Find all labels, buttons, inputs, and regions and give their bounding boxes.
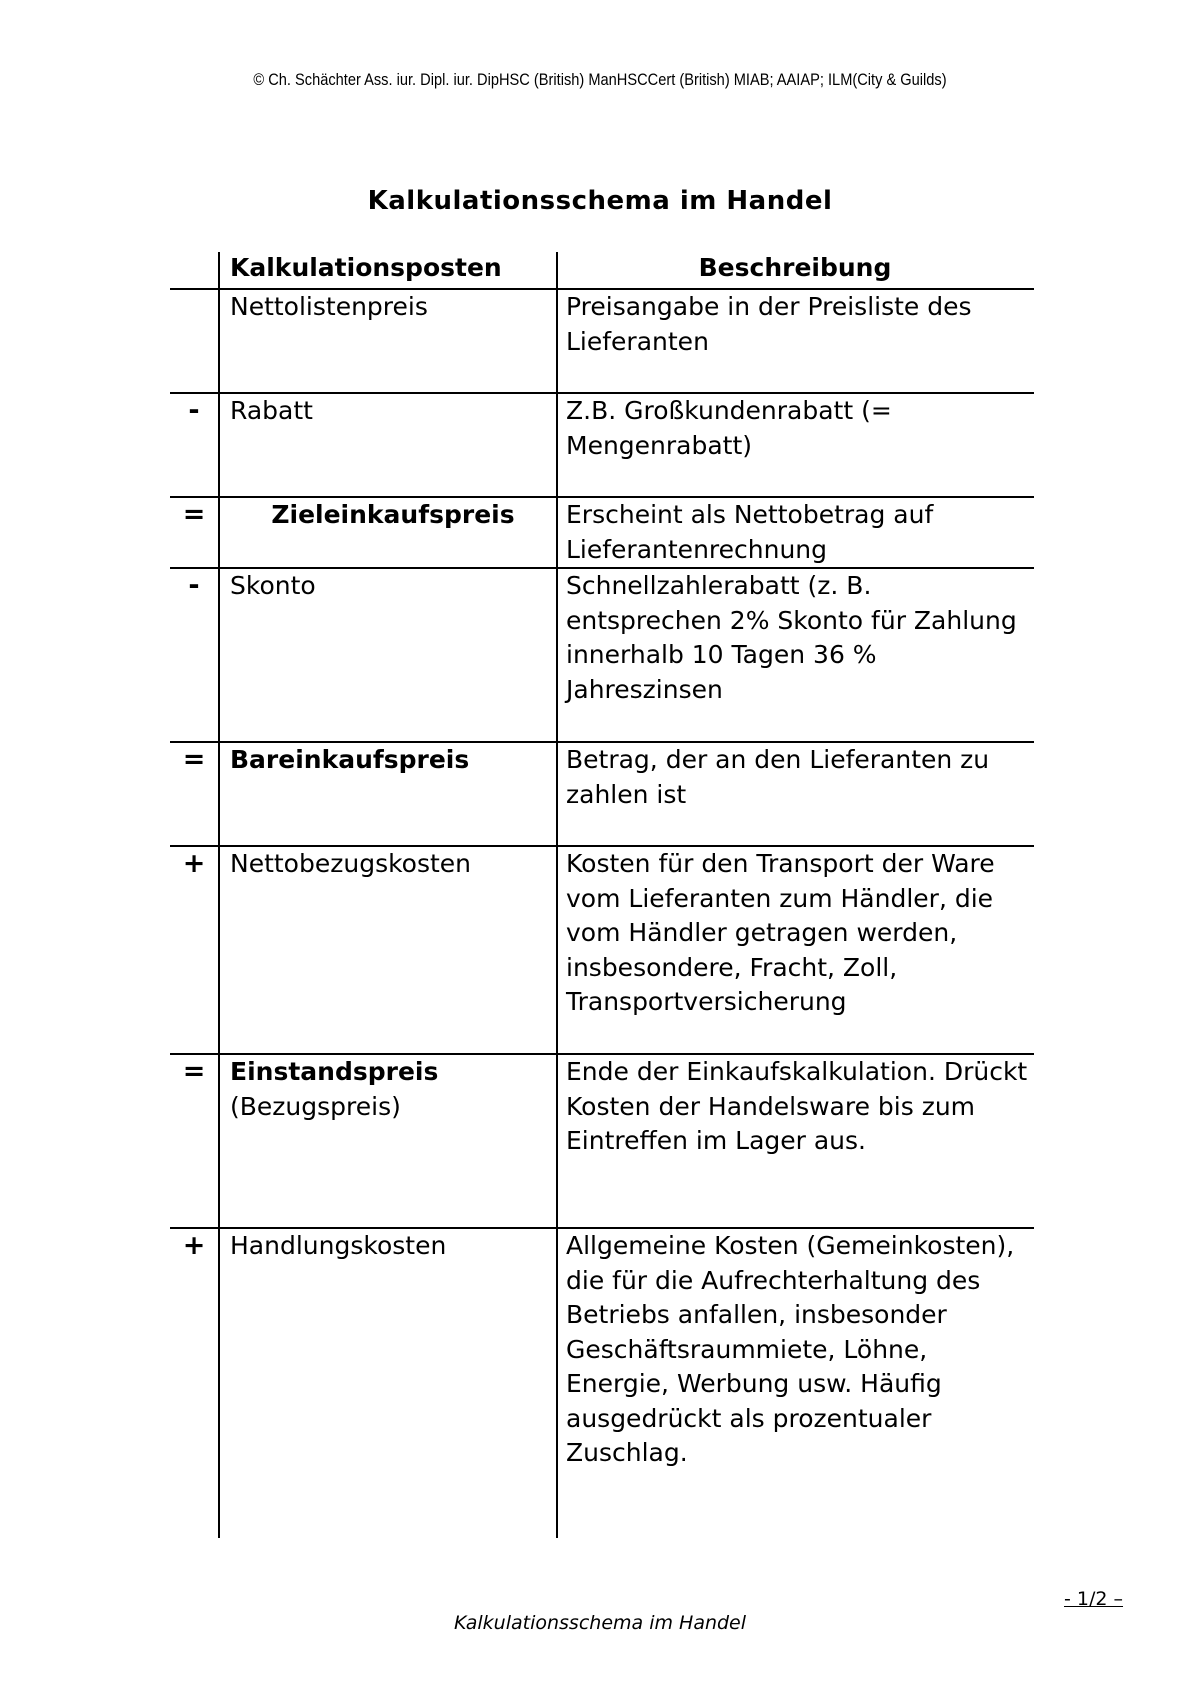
row-item-note: (Bezugspreis) bbox=[230, 1091, 401, 1121]
row-item: Bareinkaufspreis bbox=[218, 742, 556, 846]
row-description: Betrag, der an den Lieferanten zu zahlen ist bbox=[556, 742, 1034, 846]
row-item bbox=[218, 1054, 556, 1228]
table-row-nettobezugskosten bbox=[170, 846, 1034, 1054]
row-operator: + bbox=[170, 846, 218, 1054]
item-column-header: Kalkulationsposten bbox=[218, 252, 556, 289]
row-description: Ende der Einkaufskalkulation. Drückt Kosten der Handelsware bis zum Eintreffen im Lager aus. bbox=[556, 1054, 1034, 1228]
row-item: Zieleinkaufspreis bbox=[218, 497, 556, 568]
table-row-handlungskosten bbox=[170, 1228, 1034, 1538]
table-row-bareinkaufspreis bbox=[170, 742, 1034, 846]
row-description: Erscheint als Nettobetrag auf Lieferantenrechnung bbox=[556, 497, 1034, 568]
page-number: - 1/2 – bbox=[1064, 1588, 1124, 1610]
document-title: Kalkulationsschema im Handel bbox=[367, 186, 833, 216]
table-header-row bbox=[170, 252, 1034, 289]
row-item: Skonto bbox=[218, 568, 556, 742]
row-description: Kosten für den Transport der Ware vom Lieferanten zum Händler, die vom Händler getragen werden, insbesondere, Fracht, Zoll, Transportversicherung bbox=[556, 846, 1034, 1054]
table-row-rabatt bbox=[170, 393, 1034, 497]
page-footer-title: Kalkulationsschema im Handel bbox=[453, 1612, 747, 1634]
row-description: Z.B. Großkundenrabatt (= Mengenrabatt) bbox=[556, 393, 1034, 497]
row-description: Allgemeine Kosten (Gemeinkosten), die für die Aufrechterhaltung des Betriebs anfallen, insbesonder Geschäftsraummiete, Löhne, Energie, Werbung usw. Häufig ausgedrückt als prozentualer Zuschlag. bbox=[566, 1231, 1015, 1467]
row-operator: = bbox=[170, 1054, 218, 1228]
calculation-schema-table bbox=[170, 252, 1034, 1538]
row-item: Handlungskosten bbox=[230, 1231, 447, 1260]
operator-column-header bbox=[170, 252, 218, 289]
row-operator: = bbox=[170, 742, 218, 846]
row-item: Rabatt bbox=[218, 393, 556, 497]
row-operator bbox=[170, 289, 218, 393]
column-divider-item bbox=[556, 252, 558, 1538]
row-description: Schnellzahlerabatt (z. B. entsprechen 2% Skonto für Zahlung innerhalb 10 Tagen 36 % Jahreszinsen bbox=[556, 568, 1034, 742]
row-item-label: Einstandspreis bbox=[230, 1057, 439, 1086]
table-row-zieleinkaufspreis bbox=[170, 497, 1034, 568]
row-item: Nettobezugskosten bbox=[218, 846, 556, 1054]
row-item: Nettolistenpreis bbox=[218, 289, 556, 393]
row-operator: + bbox=[182, 1230, 206, 1261]
row-description: Preisangabe in der Preisliste des Lieferanten bbox=[556, 289, 1034, 393]
table-row-nettolistenpreis bbox=[170, 289, 1034, 393]
row-operator: - bbox=[170, 393, 218, 497]
column-divider-operator bbox=[218, 252, 220, 1538]
page-header-copyright: © Ch. Schächter Ass. iur. Dipl. iur. DipHSC (British) ManHSCCert (British) MIAB; AAIAP; ILM(City & Guilds) bbox=[253, 70, 947, 89]
table-row-einstandspreis bbox=[170, 1054, 1034, 1228]
description-column-header: Beschreibung bbox=[556, 252, 1034, 289]
row-operator: - bbox=[170, 568, 218, 742]
row-operator: = bbox=[170, 497, 218, 568]
table-row-skonto bbox=[170, 568, 1034, 742]
